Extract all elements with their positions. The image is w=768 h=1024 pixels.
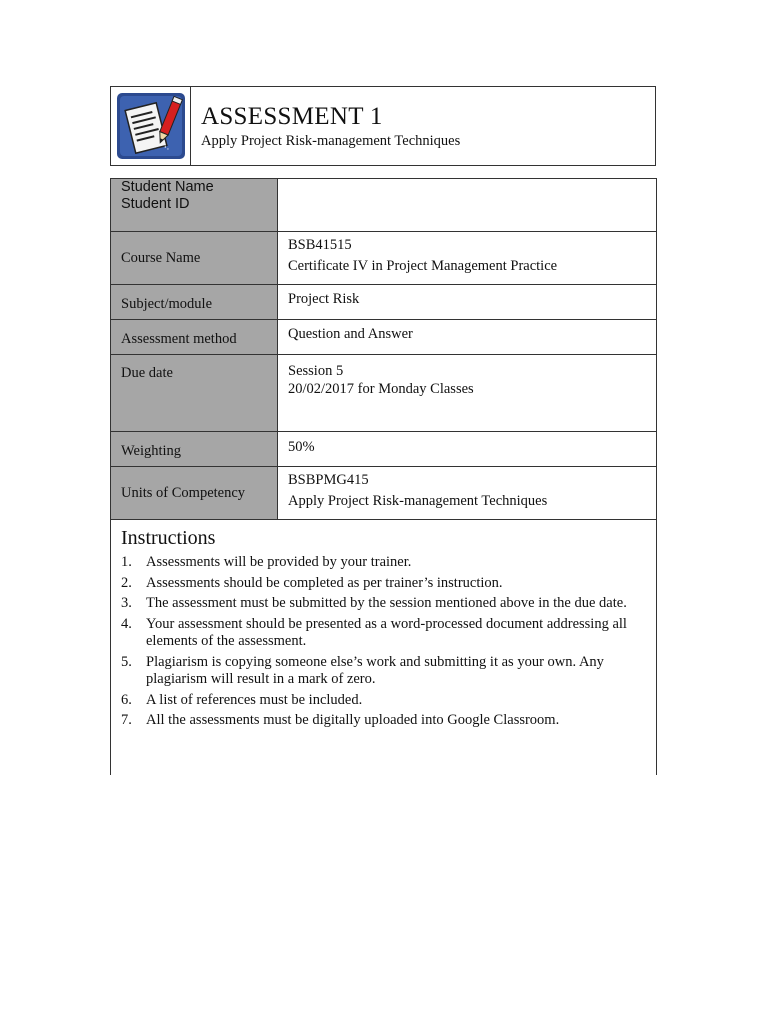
course-row (111, 232, 657, 285)
instructions-section (110, 519, 657, 775)
assessment-header (110, 86, 656, 166)
subject-value: Project Risk (278, 285, 657, 320)
item-number: 6. (121, 691, 132, 708)
item-text: A list of references must be included. (146, 691, 363, 708)
units-title: Apply Project Risk-management Techniques (288, 493, 548, 509)
svg-text:'·: '· (164, 145, 170, 155)
assessment-details-table (110, 178, 657, 520)
course-title: Certificate IV in Project Management Practice (288, 258, 558, 274)
weighting-label: Weighting (111, 432, 278, 467)
student-name-label: Student Name (121, 179, 214, 195)
item-number: 7. (121, 712, 132, 728)
list-item (121, 616, 641, 651)
item-text: Assessments should be completed as per trainer’s instruction. (146, 574, 503, 591)
list-item (121, 575, 641, 593)
subject-label: Subject/module (111, 285, 278, 320)
page-subtitle: Apply Project Risk-management Techniques (201, 133, 461, 149)
item-number: 1. (121, 554, 132, 570)
item-text: Your assessment should be presented as a word-processed document addressing all elements of the assessment. (146, 615, 627, 649)
item-text: The assessment must be submitted by the session mentioned above in the due date. (146, 595, 627, 611)
item-number: 4. (121, 615, 132, 632)
student-value-field[interactable] (278, 179, 657, 232)
list-item (121, 654, 641, 689)
student-label-cell (111, 179, 278, 232)
units-row (111, 467, 657, 520)
course-value-cell (278, 232, 657, 285)
units-value-cell (278, 467, 657, 520)
due-session: Session 5 (288, 363, 344, 379)
course-code: BSB41515 (288, 237, 352, 253)
weighting-value: 50% (278, 432, 657, 467)
due-date-label: Due date (111, 355, 278, 432)
list-item (121, 554, 641, 572)
weighting-row (111, 432, 657, 467)
item-number: 3. (121, 595, 132, 611)
units-code: BSBPMG415 (288, 472, 369, 488)
course-name-label: Course Name (111, 232, 278, 285)
list-item (121, 712, 641, 730)
subject-row (111, 285, 657, 320)
student-id-label: Student ID (121, 196, 190, 212)
method-label: Assessment method (111, 320, 278, 355)
item-text: Plagiarism is copying someone else’s work and submitting it as your own. Any plagiarism will result in a mark of zero. (146, 653, 604, 687)
item-text: All the assessments must be digitally uploaded into Google Classroom. (146, 712, 560, 728)
item-number: 2. (121, 574, 132, 591)
header-icon-cell (111, 87, 191, 165)
instructions-heading: Instructions (121, 527, 216, 549)
method-row (111, 320, 657, 355)
due-date: 20/02/2017 for Monday Classes (288, 381, 474, 397)
page-title: ASSESSMENT 1 (201, 103, 383, 130)
list-item (121, 595, 641, 613)
instructions-list (121, 554, 641, 733)
document-pencil-icon (116, 92, 186, 160)
student-row (111, 179, 657, 232)
list-item (121, 692, 641, 710)
method-value: Question and Answer (278, 320, 657, 355)
item-text: Assessments will be provided by your trainer. (146, 554, 412, 570)
item-number: 5. (121, 653, 132, 670)
due-date-row (111, 355, 657, 432)
due-date-value-cell (278, 355, 657, 432)
units-label: Units of Competency (111, 467, 278, 520)
